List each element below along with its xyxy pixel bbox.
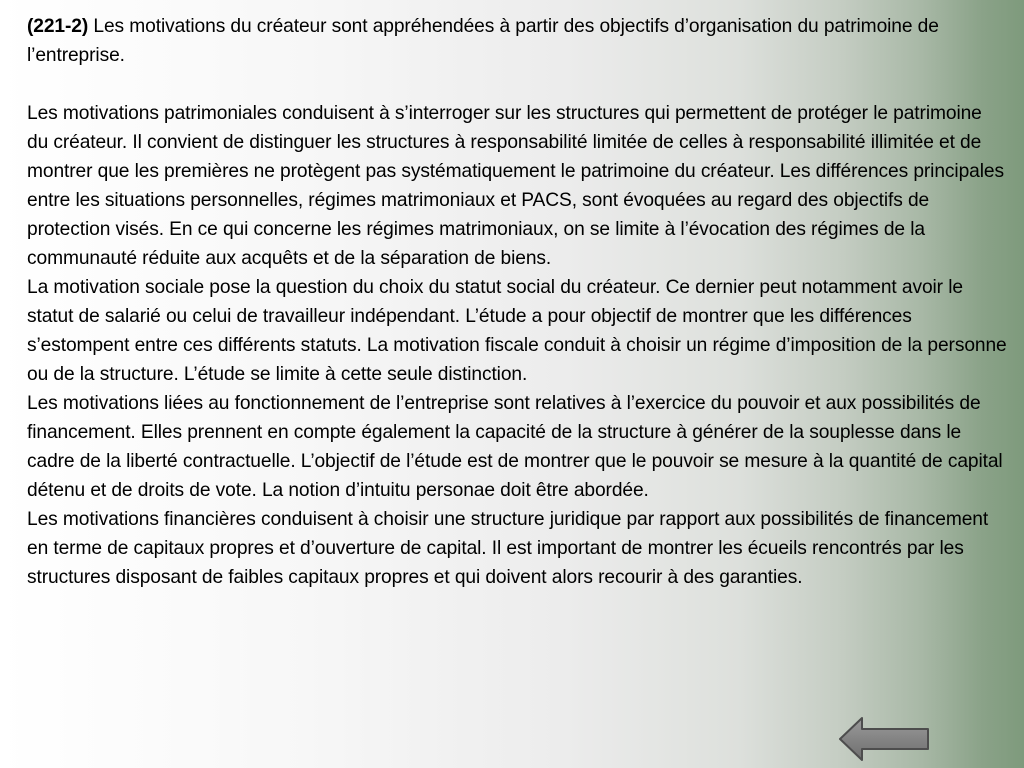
paragraph-fonctionnement: Les motivations liées au fonctionnement de l’entreprise sont relatives à l’exercice du pouvoir et aux possibilités de financement. Elles prennent en compte également la capacité de la structure à générer de la souplesse dans le cadre de la liberté contractuelle. L’objectif de l’étude est de montrer que le pouvoir se mesure à la quantité de capital détenu et de droits de vote. La notion d’intuitu personae doit être abordée. — [27, 393, 1003, 501]
intro-paragraph — [27, 12, 1007, 70]
left-arrow-icon — [838, 715, 932, 763]
paragraph-patrimoniales: Les motivations patrimoniales conduisent à s’interroger sur les structures qui permettent de protéger le patrimoine du créateur. Il convient de distinguer les structures à responsabilité limitée de celles à responsabilité illimitée et de montrer que les premières ne protègent pas systématiquement le patrimoine du créateur. Les différences principales entre les situations personnelles, régimes matrimoniaux et PACS, sont évoquées au regard des objectifs de protection visés. En ce qui concerne les régimes matrimoniaux, on se limite à l’évocation des régimes de la communauté réduite aux acquêts et de la séparation de biens. — [27, 103, 1004, 269]
paragraph-financieres: Les motivations financières conduisent à choisir une structure juridique par rapport aux possibilités de financement en terme de capitaux propres et d’ouverture de capital. Il est important de montrer les écueils rencontrés par les structures disposant de faibles capitaux propres et qui doivent alors recourir à des garanties. — [27, 509, 989, 588]
paragraph-sociale-fiscale: La motivation sociale pose la question du choix du statut social du créateur. Ce dernier peut notamment avoir le statut de salarié ou celui de travailleur indépendant. L’étude a pour objectif de montrer que les différences s’estompent entre ces différents statuts. La motivation fiscale conduit à choisir un régime d’imposition de la personne ou de la structure. L’étude se limite à cette seule distinction. — [27, 277, 1007, 385]
slide-body — [27, 12, 1007, 592]
intro-text: Les motivations du créateur sont appréhendées à partir des objectifs d’organisation du patrimoine de l’entreprise. — [27, 16, 939, 66]
back-button[interactable] — [838, 715, 932, 763]
reference-code: (221-2) — [27, 16, 89, 37]
paragraph-spacer — [27, 70, 1007, 99]
